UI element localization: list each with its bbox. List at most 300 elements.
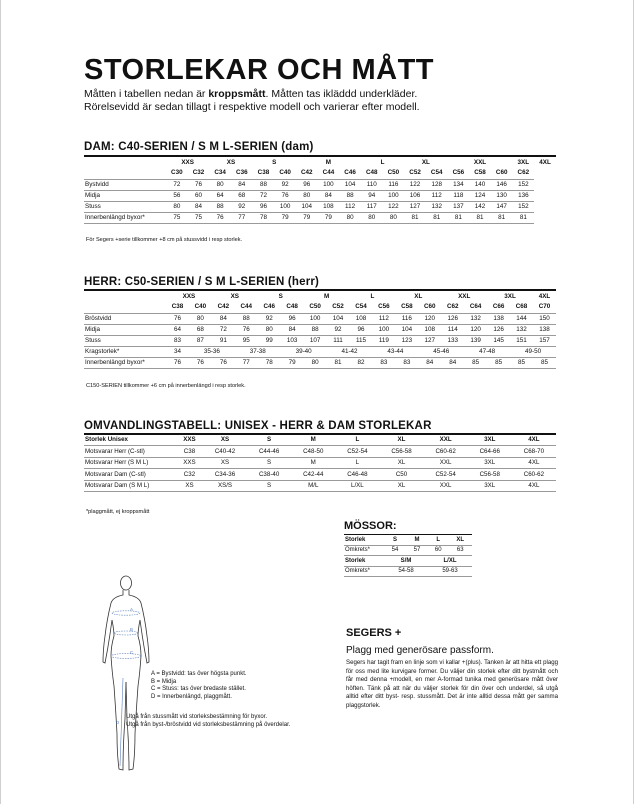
table-cell: 76 xyxy=(166,357,189,368)
c-size-cell: C44 xyxy=(322,169,335,177)
table-cell: 80 xyxy=(383,212,405,223)
c-size-cell: C50 xyxy=(309,303,321,311)
mossor-header-cell: Storlek xyxy=(344,535,384,546)
c-size-cell: C50 xyxy=(387,169,400,177)
c-size-cell: C56 xyxy=(378,303,390,311)
table-cell: 99 xyxy=(258,335,281,346)
table-cell: 4XL xyxy=(512,480,556,492)
table-cell: 85 xyxy=(464,357,487,368)
mark-b: B xyxy=(130,627,134,632)
table-cell: C38-40 xyxy=(247,469,291,481)
size-label-cell xyxy=(84,157,166,168)
table-cell: 108 xyxy=(318,201,340,212)
table-row xyxy=(84,212,556,223)
table-cell: 88 xyxy=(339,190,361,201)
c-size-cell: C58 xyxy=(401,303,413,311)
table-cell: C34-36 xyxy=(203,469,247,481)
table-cell: 96 xyxy=(350,324,373,335)
table-cell: 127 xyxy=(404,201,426,212)
table-cell: 100 xyxy=(304,313,327,324)
table-cell: 136 xyxy=(513,190,535,201)
table-cell: 85 xyxy=(510,357,533,368)
table-cell: 139 xyxy=(464,335,487,346)
legend-c: C = Stuss: tas över bredaste stället. xyxy=(151,686,246,693)
size-label-cell: XL xyxy=(414,292,423,300)
table-row xyxy=(84,469,556,481)
table-cell: 150 xyxy=(533,313,556,324)
figure-legend xyxy=(151,671,247,701)
table-cell: 111 xyxy=(327,335,350,346)
table-cell: 77 xyxy=(235,357,258,368)
conversion-header-cell: S xyxy=(247,434,291,446)
c-size-cell xyxy=(84,302,166,313)
c-size-cell: C52 xyxy=(332,303,344,311)
c-size-cell: C48 xyxy=(286,303,298,311)
c-size-cell: C68 xyxy=(515,303,528,311)
table-cell: 3XL xyxy=(468,457,512,469)
c-size-cell: C30 xyxy=(171,169,183,177)
table-cell: 80 xyxy=(258,324,281,335)
table-cell: 80 xyxy=(189,313,212,324)
mossor-header-row xyxy=(344,535,472,546)
table-cell: 64 xyxy=(166,324,189,335)
table-cell: 145 xyxy=(487,335,510,346)
table-cell: 83 xyxy=(395,357,418,368)
intro-line1-bold: kroppsmått xyxy=(208,88,266,100)
table-cell: 68 xyxy=(189,324,212,335)
figure-note-trousers: Utgå från stussmått vid storleksbestämning för byxor. xyxy=(126,714,268,720)
c-size-cell: C46 xyxy=(344,169,356,177)
table-cell: C40-42 xyxy=(203,446,247,458)
conversion-header-cell: XS xyxy=(203,434,247,446)
conversion-footnote: *plaggmått, ej kroppsmått xyxy=(86,509,150,515)
row-label: Omkrets* xyxy=(344,545,384,556)
table-cell: 110 xyxy=(361,179,383,190)
table-cell: C50 xyxy=(379,469,423,481)
table-cell: 49-50 xyxy=(510,346,556,357)
table-cell: 138 xyxy=(487,313,510,324)
table-cell: 96 xyxy=(281,313,304,324)
size-label-cell: M xyxy=(323,292,330,300)
table-cell: 127 xyxy=(418,335,441,346)
table-cell: 82 xyxy=(350,357,373,368)
table-cell: 80 xyxy=(304,357,327,368)
row-label: Motsvarar Herr (C-stl) xyxy=(84,446,176,458)
c-size-cell: C46 xyxy=(263,303,275,311)
table-cell: 84 xyxy=(418,357,441,368)
table-cell: 68 xyxy=(231,190,253,201)
table-cell: 107 xyxy=(304,335,327,346)
table-cell: XXL xyxy=(424,457,468,469)
figure-notes xyxy=(126,713,290,730)
table-cell: 81 xyxy=(469,212,491,223)
conversion-header-cell: M xyxy=(291,434,335,446)
dam-size-table xyxy=(84,157,556,224)
table-cell: 91 xyxy=(212,335,235,346)
mark-a: A xyxy=(130,607,134,612)
table-cell: 75 xyxy=(166,212,188,223)
table-cell: 4XL xyxy=(512,457,556,469)
c-size-cell: C58 xyxy=(474,169,486,177)
table-cell: 60 xyxy=(428,545,448,556)
table-cell: 106 xyxy=(404,190,426,201)
table-cell: 80 xyxy=(296,190,318,201)
size-label-cell: XXS xyxy=(181,158,194,166)
table-cell: 83 xyxy=(166,335,189,346)
c-size-cell: C32 xyxy=(192,169,205,177)
c-size-cell: C44 xyxy=(240,303,253,311)
table-cell: 100 xyxy=(318,179,340,190)
table-cell: 133 xyxy=(441,335,464,346)
table-cell: 87 xyxy=(189,335,212,346)
table-cell: XS xyxy=(203,457,247,469)
herr-size-table xyxy=(84,291,556,369)
table-cell: C52-54 xyxy=(335,446,379,458)
table-cell: 79 xyxy=(274,212,296,223)
table-cell: 76 xyxy=(235,324,258,335)
table-cell: 94 xyxy=(361,190,383,201)
table-cell: 92 xyxy=(327,324,350,335)
size-label-cell: XS xyxy=(230,292,240,300)
table-cell: 112 xyxy=(372,313,395,324)
row-label: Midja xyxy=(84,190,166,201)
table-cell: 72 xyxy=(212,324,235,335)
body-measurement-figure xyxy=(96,574,156,779)
table-cell: 60 xyxy=(188,190,210,201)
size-label-cell: 4XL xyxy=(539,158,551,166)
table-cell: 64 xyxy=(209,190,231,201)
table-cell: 104 xyxy=(395,324,418,335)
table-cell: 84 xyxy=(188,201,210,212)
conversion-header-cell: XXS xyxy=(176,434,203,446)
table-cell: 76 xyxy=(212,357,235,368)
table-cell: 81 xyxy=(513,212,535,223)
figure-note-tops: Utgå från byst-/bröstvidd vid storleksbestämning på överdelar. xyxy=(126,722,291,729)
table-cell: 80 xyxy=(209,179,231,190)
conversion-header-cell: XXL xyxy=(424,434,468,446)
table-cell: 130 xyxy=(491,190,513,201)
table-cell: 81 xyxy=(404,212,426,223)
body-outline-icon xyxy=(96,574,156,774)
size-label-cell: L xyxy=(380,158,385,166)
size-label-cell: 3XL xyxy=(517,158,530,166)
mossor-header-cell: XL xyxy=(448,535,472,546)
c-size-cell: C62 xyxy=(517,169,530,177)
table-cell: 126 xyxy=(487,324,510,335)
table-row xyxy=(84,324,556,335)
table-row xyxy=(84,346,556,357)
row-label: Motsvarar Dam (S M L) xyxy=(84,480,176,492)
c-size-cell: C62 xyxy=(446,303,459,311)
c-size-cell: C54 xyxy=(355,303,367,311)
table-cell: 147 xyxy=(491,201,513,212)
table-cell: 37-38 xyxy=(235,346,281,357)
table-cell: XL xyxy=(379,480,423,492)
table-cell: 104 xyxy=(339,179,361,190)
table-cell: 76 xyxy=(188,179,210,190)
mossor-header-cell: S xyxy=(384,535,406,546)
table-cell: 34 xyxy=(166,346,189,357)
table-cell: 126 xyxy=(441,313,464,324)
table-cell: 35-36 xyxy=(189,346,235,357)
c-size-cell xyxy=(84,168,166,179)
table-cell: 146 xyxy=(491,179,513,190)
table-cell: 88 xyxy=(304,324,327,335)
table-cell: 84 xyxy=(281,324,304,335)
table-cell: S xyxy=(247,480,291,492)
table-cell: C44-46 xyxy=(247,446,291,458)
table-cell: 88 xyxy=(235,313,258,324)
conversion-table xyxy=(84,434,556,492)
size-label-cell: XXL xyxy=(473,158,487,166)
table-cell: 100 xyxy=(372,324,395,335)
dam-title: DAM: C40-SERIEN / S M L-SERIEN (dam) xyxy=(84,141,314,153)
conversion-header-cell: XL xyxy=(379,434,423,446)
table-cell: 43-44 xyxy=(372,346,418,357)
table-cell: 72 xyxy=(166,179,188,190)
table-cell: 85 xyxy=(487,357,510,368)
table-cell: 104 xyxy=(327,313,350,324)
table-cell: XXS xyxy=(176,457,203,469)
table-cell: 84 xyxy=(441,357,464,368)
table-cell: C46-48 xyxy=(335,469,379,481)
row-label: Bröstvidd xyxy=(84,313,166,324)
size-label-cell: 3XL xyxy=(504,292,516,300)
size-label-cell: S xyxy=(278,292,283,300)
table-cell: 47-48 xyxy=(464,346,510,357)
table-cell: 80 xyxy=(361,212,383,223)
table-cell: 132 xyxy=(426,201,448,212)
conversion-title: OMVANDLINGSTABELL: UNISEX - HERR & DAM STORLEKAR xyxy=(84,420,432,432)
table-cell: 80 xyxy=(339,212,361,223)
row-label: Kragstorlek* xyxy=(84,346,166,357)
segers-subtitle: Plagg med generösare passform. xyxy=(346,645,494,656)
intro-text xyxy=(84,88,554,114)
table-cell: C56-58 xyxy=(379,446,423,458)
size-label-cell: 4XL xyxy=(538,292,551,300)
table-row xyxy=(84,357,556,368)
size-label-cell: L xyxy=(370,292,375,300)
legend-d: D = Innerbenlängd, plaggmått. xyxy=(151,693,232,700)
table-cell: 120 xyxy=(464,324,487,335)
table-cell: 88 xyxy=(209,201,231,212)
table-cell: XXL xyxy=(424,480,468,492)
c-size-cell: C48 xyxy=(365,169,378,177)
c-size-cell: C42 xyxy=(300,169,313,177)
c-size-cell: C36 xyxy=(236,169,248,177)
table-cell: 76 xyxy=(166,313,189,324)
c-size-cell: C66 xyxy=(492,303,505,311)
table-cell: 92 xyxy=(231,201,253,212)
table-cell: 81 xyxy=(491,212,513,223)
table-cell: XL xyxy=(379,457,423,469)
table-cell: 39-40 xyxy=(281,346,327,357)
table-cell: C38 xyxy=(176,446,203,458)
mossor-table xyxy=(344,534,472,577)
table-cell: 95 xyxy=(235,335,258,346)
table-cell: 79 xyxy=(281,357,304,368)
table-cell: 84 xyxy=(212,313,235,324)
conversion-header-cell: 4XL xyxy=(512,434,556,446)
mossor-header-cell: Storlek xyxy=(344,556,384,567)
row-label: Bystvidd xyxy=(84,179,166,190)
table-cell: M xyxy=(291,457,335,469)
table-cell: 134 xyxy=(448,179,470,190)
table-cell: 151 xyxy=(510,335,533,346)
table-cell: C52-54 xyxy=(424,469,468,481)
intro-line1-pre: Måtten i tabellen nedan är xyxy=(84,88,209,100)
table-cell: C42-44 xyxy=(291,469,335,481)
c-size-cell: C60 xyxy=(424,303,436,311)
table-cell: 144 xyxy=(510,313,533,324)
table-cell: 119 xyxy=(372,335,395,346)
table-cell: 45-46 xyxy=(418,346,464,357)
table-cell: C48-50 xyxy=(291,446,335,458)
table-cell: 137 xyxy=(448,201,470,212)
table-cell: 108 xyxy=(418,324,441,335)
table-cell: C56-58 xyxy=(468,469,512,481)
table-cell: 138 xyxy=(533,324,556,335)
table-cell: 142 xyxy=(469,201,491,212)
table-row xyxy=(84,446,556,458)
table-cell: 122 xyxy=(404,179,426,190)
table-cell: 132 xyxy=(464,313,487,324)
table-cell: 83 xyxy=(372,357,395,368)
table-cell: 54-58 xyxy=(384,566,428,577)
c-size-cell: C56 xyxy=(452,169,465,177)
table-cell: 100 xyxy=(274,201,296,212)
table-cell: C60-62 xyxy=(424,446,468,458)
table-cell: XS xyxy=(176,480,203,492)
row-label: Innerbenlängd byxor* xyxy=(84,212,166,223)
row-label: Motsvarar Herr (S M L) xyxy=(84,457,176,469)
intro-line1-post: . Måtten tas ikläddd underkläder. xyxy=(265,88,418,100)
row-label: Motsvarar Dam (C-stl) xyxy=(84,469,176,481)
mark-c: C xyxy=(130,650,134,655)
table-cell: 72 xyxy=(253,190,275,201)
table-cell: 76 xyxy=(189,357,212,368)
legend-b: B = Midja xyxy=(151,678,177,685)
row-label: Omkrets* xyxy=(344,566,384,577)
c-size-cell: C42 xyxy=(217,303,230,311)
segers-body: Segers har tagit fram en linje som vi kallar +(plus). Tanken är att hitta ett plagg för oss med lite kurvigare former. Du väljer din storlek efter ditt bystmått och får med denna +modell, en mer A-formad tunika med generösare mått över höften. Tänk på att när du väljer storlek för din över och underdel, så utgå alltid efter ditt byst- resp. stussmått. Det är inte alltid dessa mått ger samma plaggstorlek. xyxy=(346,659,558,709)
row-label: Innerbenlängd byxor* xyxy=(84,357,166,368)
mossor-header-cell: M xyxy=(406,535,428,546)
table-cell: 54 xyxy=(384,545,406,556)
table-cell: M/L xyxy=(291,480,335,492)
dam-note: För Segers +serie tillkommer +8 cm på stussvidd i resp storlek. xyxy=(86,237,243,243)
table-row xyxy=(84,457,556,469)
table-cell: 59-63 xyxy=(428,566,472,577)
size-label-row xyxy=(84,291,556,302)
table-cell: 114 xyxy=(441,324,464,335)
size-label-row xyxy=(84,157,556,168)
table-cell: 132 xyxy=(510,324,533,335)
table-cell: 100 xyxy=(383,190,405,201)
table-cell: 157 xyxy=(533,335,556,346)
mark-d: D xyxy=(116,720,120,725)
table-cell: 108 xyxy=(350,313,373,324)
c-size-cell: C38 xyxy=(257,169,270,177)
intro-line2: Rörelsevidd är sedan tillagt i respektive modell och varierar efter modell. xyxy=(84,101,420,113)
table-cell: C32 xyxy=(176,469,203,481)
table-cell: 117 xyxy=(361,201,383,212)
table-cell: 77 xyxy=(231,212,253,223)
c-size-cell: C60 xyxy=(495,169,508,177)
table-cell: 96 xyxy=(253,201,275,212)
table-cell: 56 xyxy=(166,190,188,201)
table-cell: 103 xyxy=(281,335,304,346)
row-label: Stuss xyxy=(84,201,166,212)
mossor-header-row xyxy=(344,556,472,567)
table-row xyxy=(84,480,556,492)
table-cell: 152 xyxy=(513,201,535,212)
table-cell: 3XL xyxy=(468,480,512,492)
herr-title: HERR: C50-SERIEN / S M L-SERIEN (herr) xyxy=(84,276,320,288)
c-size-cell: C40 xyxy=(194,303,207,311)
table-cell: C68-70 xyxy=(512,446,556,458)
conversion-header-row xyxy=(84,434,556,446)
table-cell: 84 xyxy=(231,179,253,190)
size-label-cell: S xyxy=(272,158,277,166)
size-label-cell: M xyxy=(325,158,332,166)
table-cell: L xyxy=(335,457,379,469)
table-cell: 96 xyxy=(296,179,318,190)
conversion-header-cell: 3XL xyxy=(468,434,512,446)
table-cell: 79 xyxy=(296,212,318,223)
table-cell: 81 xyxy=(426,212,448,223)
size-label-cell: XXL xyxy=(458,292,471,300)
table-cell: 84 xyxy=(318,190,340,201)
table-cell: 104 xyxy=(296,201,318,212)
table-cell: 81 xyxy=(327,357,350,368)
c-size-row xyxy=(84,302,556,313)
table-cell: 152 xyxy=(513,179,535,190)
segers-title: SEGERS + xyxy=(346,627,402,639)
mossor-header-cell: S/M xyxy=(384,556,428,567)
conversion-header-cell: Storlek Unisex xyxy=(84,434,176,446)
table-cell: XS/S xyxy=(203,480,247,492)
size-label-cell: XL xyxy=(421,158,430,166)
table-cell: 115 xyxy=(350,335,373,346)
c-size-cell: C64 xyxy=(469,303,482,311)
table-cell: 81 xyxy=(448,212,470,223)
table-cell: 80 xyxy=(166,201,188,212)
table-cell: 112 xyxy=(426,190,448,201)
herr-note: C150-SERIEN tillkommer +6 cm på innerbenlängd i resp storlek. xyxy=(86,383,246,389)
table-row xyxy=(84,201,556,212)
c-size-cell: C34 xyxy=(214,169,226,177)
table-cell: 78 xyxy=(258,357,281,368)
mossor-title: MÖSSOR: xyxy=(344,520,397,532)
table-cell: 122 xyxy=(383,201,405,212)
table-cell: 76 xyxy=(209,212,231,223)
c-size-row xyxy=(84,168,556,179)
c-size-cell: C52 xyxy=(409,169,421,177)
conversion-header-cell: L xyxy=(335,434,379,446)
table-row xyxy=(84,313,556,324)
table-row xyxy=(344,545,472,556)
size-label-cell: XXS xyxy=(182,292,196,300)
table-row xyxy=(84,179,556,190)
table-cell: 118 xyxy=(448,190,470,201)
table-cell: 88 xyxy=(253,179,275,190)
table-cell: 78 xyxy=(253,212,275,223)
size-label-cell xyxy=(84,291,166,302)
table-row xyxy=(84,335,556,346)
row-label: Midja xyxy=(84,324,166,335)
c-size-cell: C54 xyxy=(430,169,443,177)
